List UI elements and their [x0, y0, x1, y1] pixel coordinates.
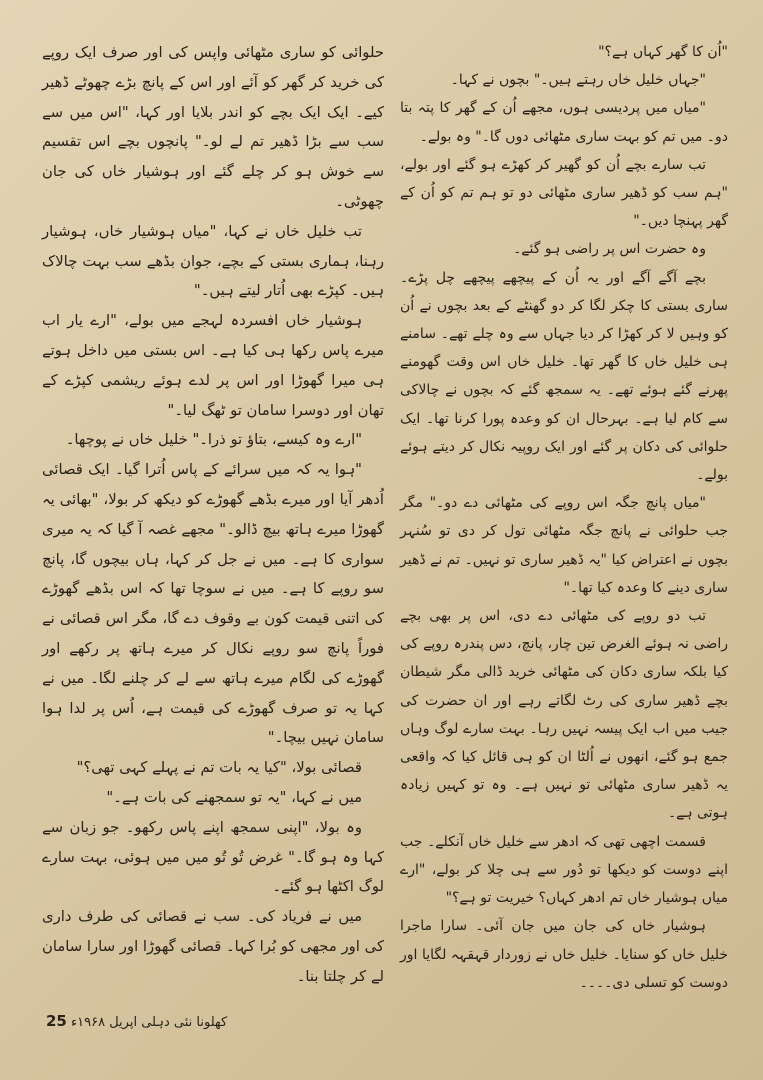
paragraph: تب دو روپے کی مٹھائی دے دی، اس پر بھی بچے راضی نہ ہوئے الغرض تین چار، پانچ، دس پندرہ روپے کی کیا بلکہ ساری دکان کی مٹھائی خرید ڈالی مگر شیطان بچے ڈھیر ساری کی رٹ لگاتے رہے اور ان حضرت کی جیب میں اب ایک پیسہ نہیں رہا۔ بہت سارے لوگ وہاں جمع ہو گئے، انھوں نے اُلٹا ان کو ہی قائل کیا کہ واقعی یہ ڈھیر ساری مٹھائی تو نہیں ہے۔ وہ تو کہیں زیادہ ہوتی ہے۔: [400, 608, 728, 822]
left-column: [42, 38, 384, 992]
paragraph: میں نے کہا، "یہ تو سمجھنے کی بات ہے۔": [106, 788, 362, 806]
paragraph: بچے آگے آگے اور یہ اُن کے پیچھے پیچھے چل پڑے۔ ساری بستی کا چکر لگا کر دو گھنٹے کے بعد بچوں نے اُن کو وہیں لا کر کھڑا کر دیا جہاں سے وہ چلے تھے۔ سامنے ہی خلیل خاں کا گھر تھا۔ خلیل خاں اس وقت گھومنے پھرنے گئے ہوئے تھے۔ یہ سمجھ گئے کہ بچوں نے چالاکی سے کام لیا ہے۔ بہرحال ان کو وعدہ پورا کرنا تھا۔ ایک حلوائی کی دکان پر گئے اور ایک روپیہ نکال کر دیتے ہوئے بولے۔: [400, 269, 728, 484]
paragraph: ہوشیار خاں کی جان میں جان آئی۔ سارا ماجرا خلیل خاں کو سنایا۔ خلیل خاں نے زوردار قہقہہ لگایا اور دوست کو تسلی دی۔۔۔۔: [400, 918, 728, 991]
paragraph: "اُن کا گھر کہاں ہے؟": [598, 44, 728, 60]
page-footer: [42, 1012, 227, 1030]
paragraph: قصائی بولا، "کیا یہ بات تم نے پہلے کہی تھی؟": [76, 759, 362, 777]
right-column: [400, 38, 728, 997]
paragraph: "جہاں خلیل خاں رہتے ہیں۔" بچوں نے کہا۔: [450, 72, 706, 89]
paragraph: "ہوا یہ کہ میں سرائے کے پاس اُترا گیا۔ ایک قصائی اُدھر آیا اور میرے بڈھے گھوڑے کو دیکھ کر بولا، "بھائی یہ گھوڑا میرے ہاتھ بیچ ڈالو۔" مجھے غصہ آ گیا کہ یہ میری سواری کا ہے۔ میں نے جل کر کہا، ہاں بیچوں گا، پانچ سو روپے کا ہے۔ میں نے سوچا تھا کہ اس بڈھے گھوڑے کی اتنی قیمت کون بے وقوف دے گا، مگر اس قصائی نے فوراً پانچ سو روپے نکال کر میرے ہاتھ پر رکھے اور گھوڑے کی لگام میرے ہاتھ سے لے کر چلنے لگا۔ میں نے کہا یہ تو صرف گھوڑے کی قیمت ہے، اُس پر لدا ہوا سامان نہیں بیچا۔": [42, 461, 384, 747]
paragraph: "میاں میں پردیسی ہوں، مجھے اُن کے گھر کا پتہ بتا دو۔ میں تم کو بہت ساری مٹھائی دوں گا۔" وہ بولے۔: [400, 100, 728, 145]
footer-publication: کھلونا نئی دہلی اپریل ۱۹۶۸ء: [71, 1015, 228, 1030]
paragraph: تب خلیل خاں نے کہا، "میاں ہوشیار خاں، ہوشیار رہنا، ہماری بستی کے بچے، جوان بڈھے سب بہت چالاک ہیں۔ کپڑے بھی اُتار لیتے ہیں۔": [42, 222, 384, 300]
page-number: 25: [46, 1012, 67, 1030]
paragraph: وہ بولا، "اپنی سمجھ اپنے پاس رکھو۔ جو زبان سے کہا وہ ہو گا۔" غرض تُو تُو میں میں ہوئی، بہت سارے لوگ اکٹھا ہو گئے۔: [42, 818, 384, 896]
paragraph: تب سارے بچے اُن کو گھیر کر کھڑے ہو گئے اور بولے، "ہم سب کو ڈھیر ساری مٹھائی دو تو ہم تم کو اُن کے گھر پہنچا دیں۔": [400, 156, 728, 230]
paragraph: میں نے فریاد کی۔ سب نے قصائی کی طرف داری کی اور مجھی کو بُرا کہا۔ قصائی گھوڑا اور سارا سامان لے کر چلتا بنا۔: [42, 908, 384, 985]
paragraph: "میاں پانچ جگہ اس روپے کی مٹھائی دے دو۔" مگر جب حلوائی نے پانچ جگہ مٹھائی تول کر دی تو سُنہر بچوں نے اعتراض کیا "یہ ڈھیر ساری تو نہیں۔ تم نے ڈھیر ساری دینے کا وعدہ کیا تھا۔": [400, 495, 728, 596]
paragraph: قسمت اچھی تھی کہ ادھر سے خلیل خاں آنکلے۔ جب اپنے دوست کو دیکھا تو دُور سے ہی چلا کر بولے، "ارے میاں ہوشیار خاں تم ادھر کہاں؟ خیریت تو ہے؟": [400, 833, 728, 907]
paragraph: حلوائی کو ساری مٹھائی واپس کی اور صرف ایک روپے کی خرید کر گھر کو آئے اور اس کے پانچ بڑے چھوٹے ڈھیر کیے۔ ایک ایک بچے کو اندر بلایا اور کہا، "اس میں سے سب سے بڑا ڈھیر تم لے لو۔" پانچوں بچے اس تقسیم سے خوش ہو کر چلے گئے اور ہوشیار خاں کی جان چھوٹی۔: [42, 44, 384, 210]
paragraph: وہ حضرت اس پر راضی ہو گئے۔: [513, 241, 706, 258]
paragraph: ہوشیار خاں افسردہ لہجے میں بولے، "ارے یار اب میرے پاس رکھا ہی کیا ہے۔ اس بستی میں داخل ہوتے ہی میرا گھوڑا اور اس پر لدے ہوئے ریشمی کپڑے کے تھان اور دوسرا سامان تو ٹھگ لیا۔": [42, 312, 384, 419]
paragraph: "ارے وہ کیسے، بتاؤ تو ذرا۔" خلیل خاں نے پوچھا۔: [65, 431, 362, 449]
